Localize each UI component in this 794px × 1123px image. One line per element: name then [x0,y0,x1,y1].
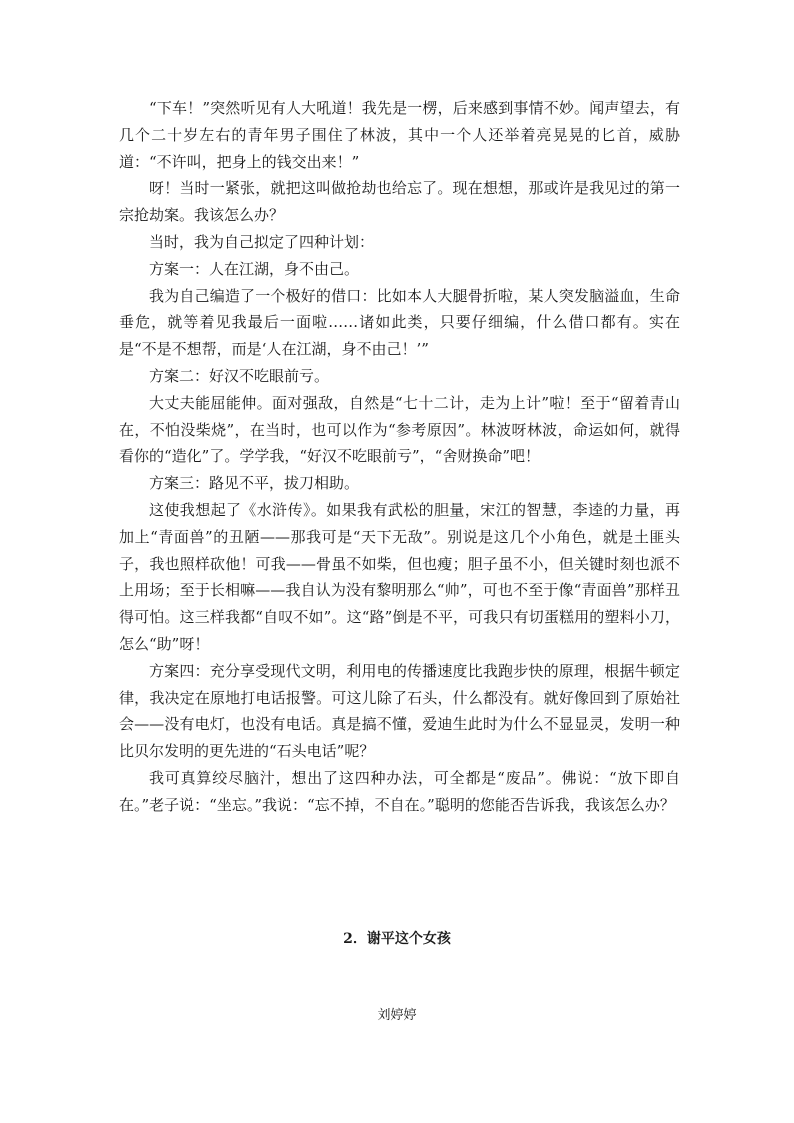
paragraph-3: 当时，我为自己拟定了四种计划： [149,232,375,251]
plan-three-heading: 方案三：路见不平，拔刀相助。 [149,474,360,493]
plan-two-heading: 方案二：好汉不吃眼前亏。 [149,366,330,385]
paragraph-5: 我为自己编造了一个极好的借口：比如本人大腿骨折啦，某人突发脑溢血，生命垂危，就等着见我最后一面啦……诸如此类，只要仔细编，什么借口都有。实在是“不是不想帮，而是‘人在江湖，身不由己！’” [119,286,680,359]
paragraph-9: 这使我想起了《水浒传》。如果我有武松的胆量，宋江的智慧，李逵的力量，再加上“青面兽”的丑陋——那我可是“天下无敌”。别说是这几个小角色，就是土匪头子，我也照样砍他！可我——骨虽不如柴，但也瘦；胆子虽不小，但关键时刻也派不上用场；至于长相嘛——我自认为没有黎明那么“帅”，可也不至于像“青面兽”那样丑得可怕。这三样我都“自叹不如”。这“路”倒是不平，可我只有切蛋糕用的塑料小刀，怎么“助”呀！ [119,500,680,653]
author-name: 刘婷婷 [377,1008,417,1023]
paragraph-2: 呀！当时一紧张，就把这叫做抢劫也给忘了。现在想想，那或许是我见过的第一宗抢劫案。我该怎么办？ [119,179,680,225]
plan-one-heading: 方案一：人在江湖，身不由己。 [149,259,360,278]
section-title: 2．谢平这个女孩 [343,931,451,947]
paragraph-1: “下车！”突然听见有人大吼道！我先是一楞，后来感到事情不妙。闻声望去，有几个二十岁左右的青年男子围住了林波，其中一个人还举着亮晃晃的匕首，威胁道：“不许叫，把身上的钱交出来！” [119,99,680,171]
article-body [119,95,680,819]
paragraph-7: 大丈夫能屈能伸。面对强敌，自然是“七十二计，走为上计”啦！至于“留着青山在，不怕没柴烧”，在当时，也可以作为“参考原因”。林波呀林波，命运如何，就得看你的“造化”了。学学我，“好汉不吃眼前亏”，“舍财换命”吧！ [119,393,680,466]
closing-paragraph: 我可真算绞尽脑汁，想出了这四种办法，可全都是“废品”。佛说：“放下即自在。”老子说：“坐忘。”我说：“忘不掉，不自在。”聪明的您能否告诉我，我该怎么办？ [119,768,680,814]
plan-four-paragraph: 方案四：充分享受现代文明，利用电的传播速度比我跑步快的原理，根据牛顿定律，我决定在原地打电话报警。可这儿除了石头，什么都没有。就好像回到了原始社会——没有电灯，也没有电话。真是搞不懂，爱迪生此时为什么不显显灵，发明一种比贝尔发明的更先进的“石头电话”呢？ [119,661,680,761]
